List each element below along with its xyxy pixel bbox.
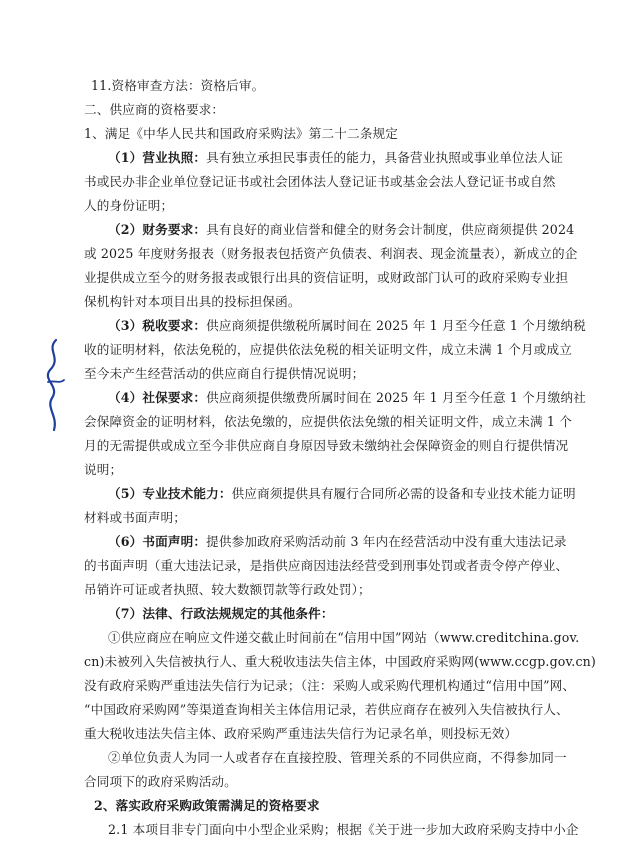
item-social-security: （4）社保要求：供应商须提供缴费所属时间在 2025 年 1 月至今任意 1 个月缴纳社 会保障资金的证明材料，依法免缴的，应提供依法免缴的相关证明文件，成立未满 1 个 月的无需提供或成立至今非供应商自身原因导致未缴纳社会保障资金的则自行提供情况 说明； — [84, 390, 586, 477]
section-2-heading: 二、供应商的资格要求： — [84, 102, 225, 117]
item-heading: （2）财务要求： — [108, 222, 207, 237]
requirement-1-heading: 1、满足《中华人民共和国政府采购法》第二十二条规定 — [84, 126, 399, 141]
item-financial: （2）财务要求：具有良好的商业信誉和健全的财务会计制度，供应商须提供 2024 或 2025 年度财务报表（财务报表包括资产负债表、利润表、现金流量表），新成立的企 业提供成立至今的财务报表或银行出具的资信证明，或财政部门认可的政府采购专业担 保机构针对本项目出具的投标担保函。 — [84, 222, 578, 309]
handwritten-signature-mark — [38, 336, 68, 436]
item-tax: （3）税收要求：供应商须提供缴税所属时间在 2025 年 1 月至今任意 1 个月缴纳税 收的证明材料，依法免税的，应提供依法免税的相关证明文件，成立未满 1 个月或成立 至今未产生经营活动的供应商自行提供情况说明； — [84, 318, 586, 381]
item-business-license: （1）营业执照：具有独立承担民事责任的能力，具备营业执照或事业单位法人证 书或民办非企业单位登记证书或社会团体法人登记证书或基金会法人登记证书或自然 人的身份证明； — [84, 150, 563, 213]
item-heading: （4）社保要求： — [108, 390, 207, 405]
review-method-line: 11.资格审查方法：资格后审。 — [91, 78, 265, 93]
item-other-conditions: （7）法律、行政法规规定的其他条件： ①供应商应在响应文件递交截止时间前在“信用中国”网站（www.creditchina.gov. cn)未被列入失信被执行人、重大税收违法失信主体，中国政府采购网(www.ccgp.gov.cn) 没有政府采购严重违法失信行为记录；（注：采购人或采购代理机构通过“信用中国”网、 “中国政府采购网”等渠道查询相关主体信用记录，若供应商存在被列入失信被执行人、 重大税收违法失信主体、政府采购严重违法失信行为记录名单，则投标无效） ②单位负责人为同一人或者存在直接控股、管理关系的不同供应商，不得参加同一 合同项下的政府采购活动。 — [84, 602, 584, 794]
item-technical-capability: （5）专业技术能力：供应商须提供具有履行合同所必需的设备和专业技术能力证明 材料或书面声明； — [84, 486, 576, 525]
item-heading: （1）营业执照： — [108, 150, 207, 165]
item-heading: （6）书面声明： — [108, 534, 207, 549]
requirement-2-block — [84, 794, 584, 818]
item-heading: （3）税收要求： — [108, 318, 207, 333]
item-written-statement: （6）书面声明：提供参加政府采购活动前 3 年内在经营活动中没有重大违法记录 的书面声明（重大违法记录，是指供应商因违法经营受到刑事处罚或者责令停产停业、 吊销许可证或者执照、较大数额罚款等行政处罚）； — [84, 534, 569, 597]
item-heading: （7）法律、行政法规规定的其他条件： — [108, 606, 334, 621]
item-heading: （5）专业技术能力： — [108, 486, 232, 501]
requirement-2-title: 2、落实政府采购政策需满足的资格要求 — [94, 798, 320, 813]
paragraph-2-1: 2.1 本项目非专门面向中小型企业采购；根据《关于进一步加大政府采购支持中小企 — [108, 822, 579, 837]
